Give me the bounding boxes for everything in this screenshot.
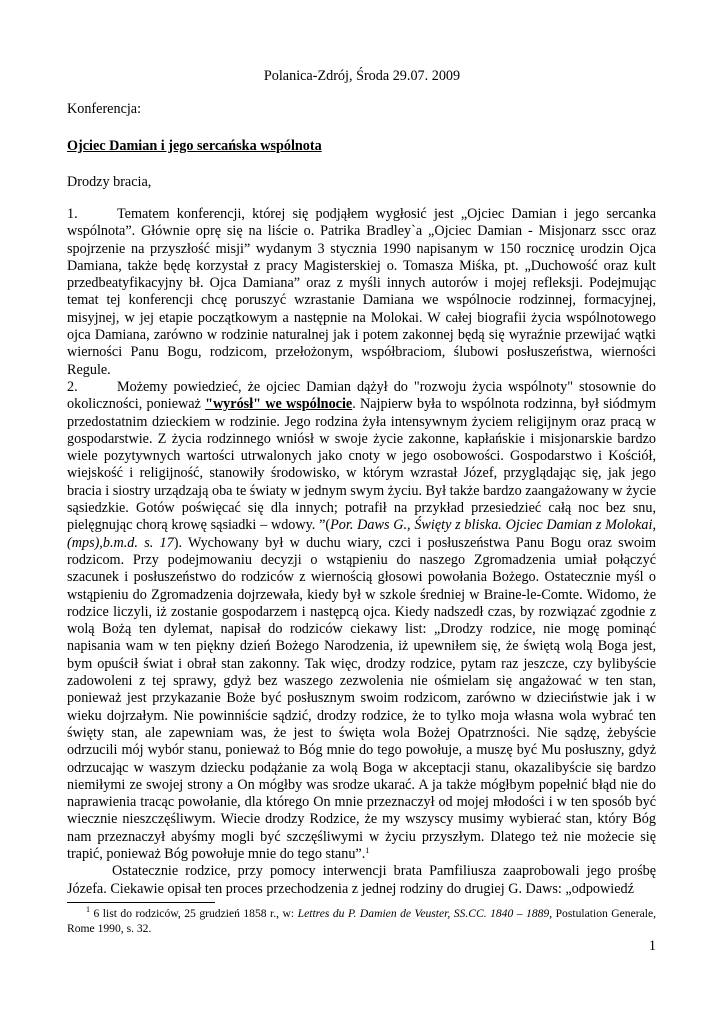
paragraph-text: Możemy powiedzieć, że ojciec Damian dążył do "rozwoju życia wspólnoty" stosownie do okoliczności, ponieważ [67, 378, 656, 413]
paragraph-number: 2. [67, 378, 78, 395]
date-line: Polanica-Zdrój, Środa 29.07. 2009 [263, 68, 461, 84]
document-title: Ojciec Damian i jego sercańska wspólnota [67, 138, 322, 154]
paragraph-text: Ostatecznie rodzice, przy pomocy interwencji brata Pamfiliusza zaaprobowali jego prośbę Józefa. Ciekawie opisał ten proces przechodzenia z jednej rodziny do drugiej G. Daws: „odpowiedź [67, 863, 656, 897]
footnote [67, 907, 656, 936]
paragraph-number: 1. [67, 206, 78, 222]
paragraph-3 [67, 863, 656, 898]
footnote-text: 6 list do rodziców, 25 grudzień 1858 r., w: [90, 907, 298, 920]
footnote-text: , Postulation Generale, Rome 1990, s. 32. [67, 907, 657, 935]
paragraph-1 [67, 206, 656, 379]
paragraph-2 [67, 379, 656, 863]
page-number: 1 [648, 938, 656, 954]
emphasis-text: "wyrósł" we wspólnocie [205, 396, 353, 413]
paragraph-text: . Najpierw była to wspólnota rodzinna, był siódmym przedostatnim dzieckiem w rodzinie. Jego rodzina żyła intensywnym życiem religijnym oraz pracą w gospodarstwie. Z życia rodzinnego wniósł w swoje życie zakonne, kapłańskie i misjonarskie bardzo wiele pozytywnych wartości utrwalonych jako cnoty w jego osobowości. Gospodarstwo i Kościół, wiejskość i religijność, stanowiły środowisko, w którym wzrastał Józef, przyglądając się, jak jego bracia i siostry urządzają oba te światy w jednym swym życiu. Był także bardzo zaangażowany w życie sąsiedzkie. Gotów poświęcać się dla innych; potrafił na przykład przesiedzieć całą noc bez snu, pielęgnując chorą krowę sąsiadki – wdowy. ”( [67, 396, 657, 534]
conference-label: Konferencja: [67, 101, 142, 117]
footnote-reference[interactable]: 1 [365, 845, 370, 855]
greeting: Drodzy bracia, [67, 174, 152, 190]
footnote-citation: Lettres du P. Damien de Veuster, SS.CC. 1840 – 1889 [297, 907, 550, 920]
footnote-mark: 1 [86, 905, 90, 914]
paragraph-text: ). Wychowany był w duchu wiary, czci i posłuszeństwa Panu Bogu oraz swoim rodzicom. Przy podejmowaniu decyzji o wstąpieniu do naszego Zgromadzenia umiał połączyć szacunek i posłuszeństwo do rodziców z wiernością głosowi powołania Bożego. Ostatecznie myśl o wstąpieniu do Zgromadzenia dojrzewała, kiedy był w szkole średniej w Braine-le-Comte. Widomo, że rodzice liczyli, iż zostanie gospodarzem i następcą ojca. Kiedy nadszedł czas, by rozwiązać zgodnie z wolą Bożą ten dylemat, napisał do rodziców ciekawy list: „Drodzy rodzice, nie mogę pominąć napisania wam w ten piękny dzień Bożego Narodzenia, iż upewniłem się, że świętą wolą Boga jest, bym opuścił świat i obrał stan zakonny. Tak więc, drodzy rodzice, pytam raz jeszcze, czy bylibyście zadowoleni z tej sprawy, gdyż bez waszego zezwolenia nie ośmielam się angażować w ten stan, ponieważ jest przykazanie Boże być posłusznym swoim rodzicom, zarówno w dzieciństwie jak i w wieku dojrzałym. Nie powinniście sądzić, drodzy rodzice, że to tylko moja własna wola wybrać ten święty stan, ale zapewniam was, że jest to święta wola Bożej Opatrzności. Nie sądzę, żebyście odrzucili mój wybór stanu, ponieważ to Bóg mnie do tego powołuje, a muszę być Mu posłuszny, gdyż odrzucając w waszym dziecku podążanie za wolą Boga w akceptacji stanu, okazalibyście się bardzo niemiłymi ze swojej strony a On mógłby was srodze ukarać. A ja także mógłbym popełnić błąd nie do naprawienia tracąc powołanie, dla którego On mnie przeznaczył od mojej młodości i w ten sposób być wiecznie nieszczęśliwym. Wiecie drodzy Rodzice, że my wszyscy musimy wybierać stan, który Bóg nam przeznaczył abyśmy mogli być szczęśliwymi w życiu przyszłym. Dlatego też nie możecie się trapić, ponieważ Bóg powołuje mnie do tego stanu”. [67, 534, 656, 862]
citation-text: Por. Daws G., Święty z bliska. Ojciec Damian z Molokai, (mps),b.m.d. s. 17 [67, 517, 656, 551]
footnote-separator [67, 902, 215, 903]
document-body [67, 206, 656, 898]
paragraph-text: Tematem konferencji, której się podjąłem wygłosić jest „Ojciec Damian i jego sercanka wspólnota”. Głównie oprę się na liście o. Patrika Bradley`a „Ojciec Damian - Misjonarz sscc oraz spojrzenie na przyszłość misji” wydanym 3 stycznia 1990 napisanym w 150 rocznicę urodzin Ojca Damiana, także będę korzystał z pracy Magisterskiej o. Tomasza Miśka, pt. „Duchowość oraz kult przedbeatyfikacyjny bł. Ojca Damiana” oraz z myśli innych autorów i mojej refleksji. Podejmując temat tej konferencji chcę poruszyć wzrastanie Damiana we wspólnocie rodzinnej, formacyjnej, misyjnej, w jej etapie początkowym a następnie na Molokai. W całej biografii życia wspólnotowego ojca Damiana, zarówno w rodzinie naturalnej jak i potem zakonnej będą się wyraźnie przewijać wątki wierności Panu Bogu, rodzicom, przełożonym, współbraciom, ślubowi posłuszeństwa, wierności Regule. [67, 206, 656, 378]
